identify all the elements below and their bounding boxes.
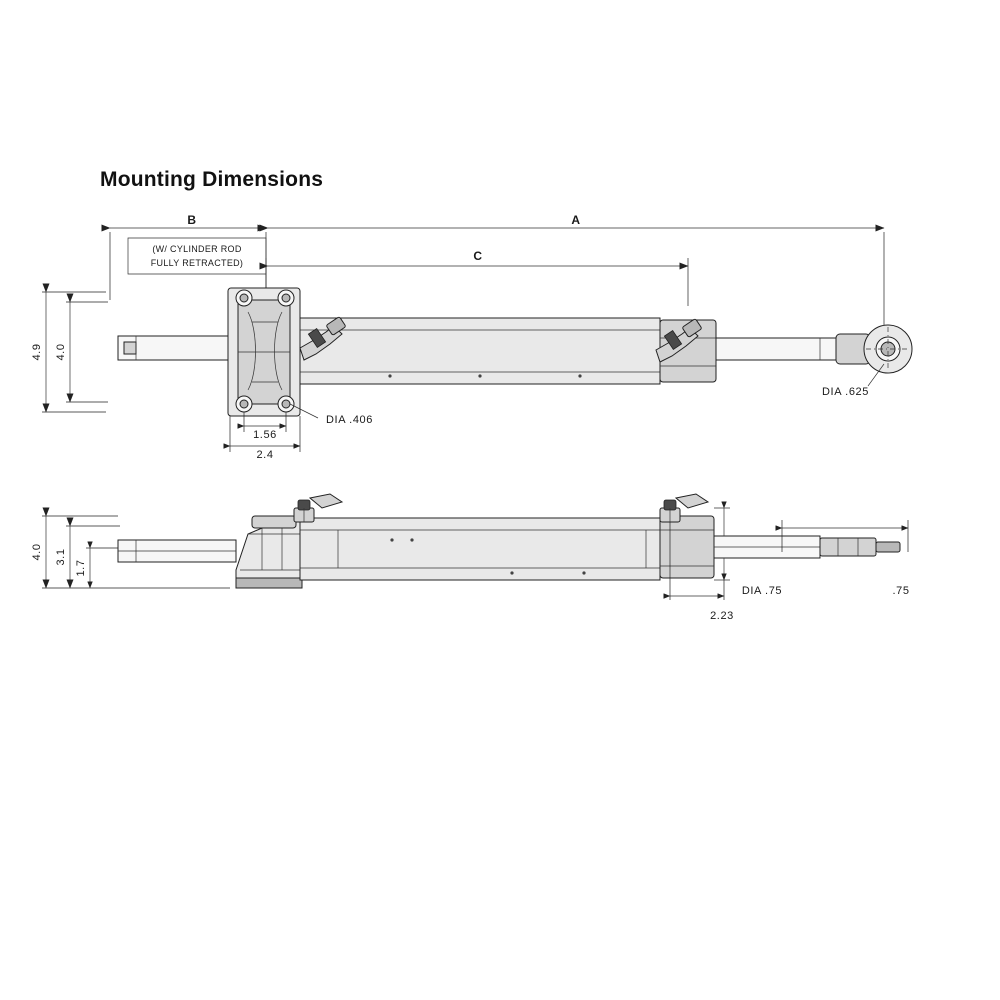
retracted-note	[128, 238, 266, 274]
hole-dia-label: DIA .406	[326, 414, 373, 426]
dimension-height-inner-side	[75, 548, 124, 588]
dimension-height-inner-top	[55, 302, 108, 402]
page-title: Mounting Dimensions	[100, 168, 324, 191]
dimension-c-label: C	[473, 249, 483, 263]
side-view-group	[31, 494, 910, 622]
dimension-a-label: A	[571, 213, 581, 227]
height-inner-top-label: 4.0	[55, 343, 67, 361]
rod-eye-top	[864, 325, 912, 373]
height-outer-top-label: 4.9	[31, 343, 43, 361]
height-inner-side-label: 1.7	[75, 559, 87, 577]
retracted-note-line1: (W/ CYLINDER ROD	[152, 244, 242, 254]
dimension-c	[268, 249, 688, 266]
dimension-b	[110, 213, 266, 228]
base-width-outer-label: 2.4	[256, 449, 274, 461]
port-offset-label: 2.23	[710, 610, 734, 622]
cylinder-rod-side	[714, 536, 900, 558]
dimension-a	[268, 213, 884, 228]
mounting-flange-top	[228, 288, 300, 416]
cylinder-barrel-side	[300, 518, 660, 580]
cylinder-end-cap-side	[660, 516, 714, 578]
dimension-height-mid-side	[55, 526, 120, 588]
rod-end-dia-label: DIA .625	[822, 386, 869, 398]
top-view-group	[31, 213, 912, 461]
base-width-inner-label: 1.56	[253, 429, 277, 441]
body-dia-label: DIA .75	[741, 585, 783, 597]
retracted-note-line2: FULLY RETRACTED)	[150, 258, 244, 268]
callout-hole-dia	[290, 404, 373, 426]
height-mid-side-label: 3.1	[55, 548, 67, 566]
rod-stub-side	[118, 540, 236, 562]
cylinder-rod-top	[716, 334, 870, 364]
dimension-b-label: B	[187, 213, 197, 227]
mount-base-side	[236, 516, 302, 588]
rod-stub-top	[118, 336, 238, 360]
dimension-height-outer-top	[31, 292, 106, 412]
height-outer-side-label: 4.0	[31, 543, 43, 561]
cylinder-barrel-top	[300, 318, 660, 384]
rod-dia-label: .75	[892, 585, 910, 597]
